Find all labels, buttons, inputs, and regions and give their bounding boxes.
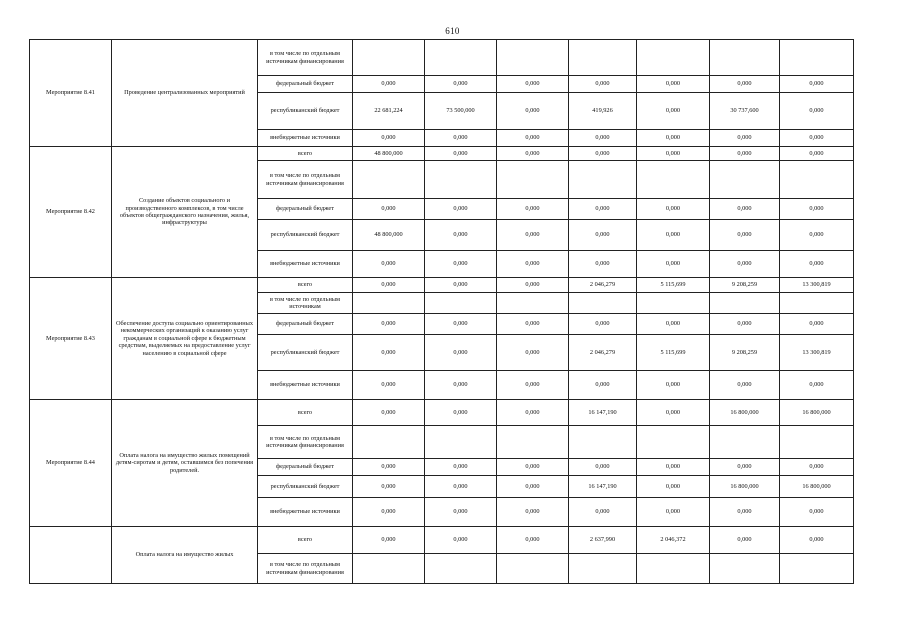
funding-source: в том числе по отдельным источникам финансирования: [258, 161, 353, 199]
value-cell: [497, 426, 569, 459]
value-cell: 0,000: [353, 76, 425, 93]
value-cell: 0,000: [353, 130, 425, 147]
table-row: [30, 400, 854, 426]
value-cell: 0,000: [497, 147, 569, 161]
value-cell: 0,000: [425, 371, 497, 400]
value-cell: 0,000: [353, 527, 425, 554]
value-cell: 0,000: [497, 220, 569, 251]
table-row: [30, 40, 854, 76]
value-cell: [710, 293, 780, 314]
value-cell: [353, 554, 425, 584]
value-cell: 0,000: [497, 93, 569, 130]
value-cell: 0,000: [497, 314, 569, 335]
value-cell: 0,000: [637, 76, 710, 93]
value-cell: 0,000: [425, 199, 497, 220]
funding-source: внебюджетные источники: [258, 251, 353, 278]
value-cell: 16 800,000: [710, 400, 780, 426]
measure-description: Создание объектов социального и производственного комплексов, в том числе объектов общегражданского назначения, жилья, инфраструктуры: [112, 147, 258, 278]
value-cell: 2 637,990: [569, 527, 637, 554]
value-cell: [710, 161, 780, 199]
funding-source: в том числе по отдельным источникам финансирования: [258, 426, 353, 459]
value-cell: 0,000: [569, 147, 637, 161]
funding-source: федеральный бюджет: [258, 76, 353, 93]
value-cell: 9 208,259: [710, 278, 780, 293]
value-cell: 0,000: [780, 498, 854, 527]
value-cell: 0,000: [353, 371, 425, 400]
value-cell: 0,000: [637, 476, 710, 498]
value-cell: [425, 293, 497, 314]
value-cell: 0,000: [353, 459, 425, 476]
value-cell: 0,000: [425, 147, 497, 161]
value-cell: 0,000: [497, 130, 569, 147]
page-number: 610: [445, 26, 460, 36]
value-cell: 2 046,279: [569, 278, 637, 293]
value-cell: 0,000: [710, 147, 780, 161]
value-cell: 0,000: [497, 476, 569, 498]
value-cell: 0,000: [425, 251, 497, 278]
value-cell: 16 800,000: [710, 476, 780, 498]
value-cell: 0,000: [569, 130, 637, 147]
table-row: [30, 527, 854, 554]
value-cell: 0,000: [780, 314, 854, 335]
value-cell: 0,000: [353, 476, 425, 498]
value-cell: 0,000: [425, 476, 497, 498]
funding-source: всего: [258, 527, 353, 554]
measure-name: Мероприятие 8.44: [30, 400, 112, 527]
value-cell: 30 737,600: [710, 93, 780, 130]
value-cell: [637, 426, 710, 459]
value-cell: [353, 161, 425, 199]
value-cell: 0,000: [497, 459, 569, 476]
funding-source: внебюджетные источники: [258, 371, 353, 400]
value-cell: 0,000: [637, 371, 710, 400]
value-cell: [425, 40, 497, 76]
value-cell: [425, 161, 497, 199]
value-cell: 0,000: [637, 199, 710, 220]
funding-source: в том числе по отдельным источникам финансирования: [258, 554, 353, 584]
value-cell: [353, 293, 425, 314]
value-cell: 0,000: [425, 335, 497, 371]
measure-description: Оплата налога на имущество жилых помещений детям-сиротам и детям, оставшимся без попечения родителей.: [112, 400, 258, 527]
value-cell: [353, 40, 425, 76]
value-cell: 0,000: [497, 371, 569, 400]
value-cell: 16 800,000: [780, 400, 854, 426]
value-cell: [425, 426, 497, 459]
value-cell: 0,000: [780, 527, 854, 554]
page-bottom-cut: [0, 598, 905, 640]
value-cell: 0,000: [425, 400, 497, 426]
value-cell: 0,000: [497, 76, 569, 93]
value-cell: [780, 161, 854, 199]
value-cell: 0,000: [637, 459, 710, 476]
value-cell: 0,000: [780, 459, 854, 476]
value-cell: 0,000: [710, 76, 780, 93]
funding-source: всего: [258, 278, 353, 293]
value-cell: 0,000: [710, 371, 780, 400]
value-cell: 0,000: [710, 251, 780, 278]
value-cell: [637, 161, 710, 199]
value-cell: 0,000: [637, 314, 710, 335]
value-cell: [497, 554, 569, 584]
value-cell: 0,000: [497, 251, 569, 278]
value-cell: 2 046,372: [637, 527, 710, 554]
value-cell: 0,000: [569, 459, 637, 476]
funding-source: республиканский бюджет: [258, 476, 353, 498]
value-cell: 16 147,190: [569, 476, 637, 498]
value-cell: 0,000: [637, 147, 710, 161]
value-cell: 0,000: [780, 130, 854, 147]
funding-source: федеральный бюджет: [258, 459, 353, 476]
value-cell: 0,000: [353, 498, 425, 527]
value-cell: [497, 161, 569, 199]
value-cell: 0,000: [353, 400, 425, 426]
value-cell: 0,000: [780, 220, 854, 251]
value-cell: 0,000: [637, 400, 710, 426]
financing-table: [29, 39, 854, 584]
value-cell: 0,000: [780, 93, 854, 130]
value-cell: [497, 40, 569, 76]
value-cell: 0,000: [710, 459, 780, 476]
measure-name: Мероприятие 8.41: [30, 40, 112, 147]
value-cell: 0,000: [497, 335, 569, 371]
value-cell: 0,000: [497, 498, 569, 527]
value-cell: 16 800,000: [780, 476, 854, 498]
value-cell: 0,000: [569, 498, 637, 527]
funding-source: в том числе по отдельным источникам финансирования: [258, 40, 353, 76]
value-cell: 0,000: [780, 199, 854, 220]
value-cell: 22 681,224: [353, 93, 425, 130]
value-cell: 48 800,000: [353, 147, 425, 161]
value-cell: 2 046,279: [569, 335, 637, 371]
value-cell: [569, 426, 637, 459]
funding-source: республиканский бюджет: [258, 220, 353, 251]
value-cell: 5 115,699: [637, 278, 710, 293]
value-cell: 0,000: [353, 251, 425, 278]
value-cell: 0,000: [710, 314, 780, 335]
value-cell: 0,000: [425, 498, 497, 527]
value-cell: [710, 554, 780, 584]
value-cell: 0,000: [425, 314, 497, 335]
value-cell: [497, 293, 569, 314]
value-cell: 0,000: [780, 147, 854, 161]
value-cell: 0,000: [710, 130, 780, 147]
value-cell: 0,000: [497, 400, 569, 426]
funding-source: всего: [258, 400, 353, 426]
measure-description: Оплата налога на имущество жилых: [112, 527, 258, 584]
measure-name: Мероприятие 8.43: [30, 278, 112, 400]
value-cell: 13 300,819: [780, 335, 854, 371]
value-cell: 0,000: [637, 93, 710, 130]
measure-description: Обеспечение доступа социально ориентированных некоммерческих организаций к оказанию услуг гражданам в социальной сфере к бюджетным средствам, выделяемых на предоставление услуг населению в социальной сфере: [112, 278, 258, 400]
value-cell: [637, 40, 710, 76]
value-cell: 0,000: [710, 498, 780, 527]
value-cell: [637, 293, 710, 314]
value-cell: 0,000: [497, 199, 569, 220]
value-cell: 0,000: [353, 335, 425, 371]
value-cell: 0,000: [353, 278, 425, 293]
value-cell: 0,000: [710, 199, 780, 220]
value-cell: 0,000: [780, 251, 854, 278]
value-cell: 0,000: [425, 220, 497, 251]
value-cell: [569, 293, 637, 314]
value-cell: 0,000: [569, 220, 637, 251]
value-cell: 0,000: [425, 130, 497, 147]
measure-description: Проведение централизованных мероприятий: [112, 40, 258, 147]
value-cell: 419,926: [569, 93, 637, 130]
value-cell: [710, 40, 780, 76]
value-cell: [637, 554, 710, 584]
funding-source: в том числе по отдельным источникам: [258, 293, 353, 314]
value-cell: 0,000: [637, 498, 710, 527]
value-cell: 0,000: [780, 76, 854, 93]
value-cell: 0,000: [353, 199, 425, 220]
value-cell: 16 147,190: [569, 400, 637, 426]
value-cell: 0,000: [569, 314, 637, 335]
value-cell: 0,000: [569, 199, 637, 220]
value-cell: 0,000: [710, 220, 780, 251]
value-cell: 0,000: [637, 220, 710, 251]
value-cell: [710, 426, 780, 459]
funding-source: республиканский бюджет: [258, 93, 353, 130]
value-cell: 0,000: [353, 314, 425, 335]
value-cell: 0,000: [569, 76, 637, 93]
value-cell: [569, 161, 637, 199]
value-cell: [353, 426, 425, 459]
funding-source: федеральный бюджет: [258, 199, 353, 220]
value-cell: [780, 40, 854, 76]
funding-source: республиканский бюджет: [258, 335, 353, 371]
value-cell: [780, 293, 854, 314]
value-cell: 0,000: [497, 527, 569, 554]
funding-source: внебюджетные источники: [258, 498, 353, 527]
funding-source: федеральный бюджет: [258, 314, 353, 335]
value-cell: 0,000: [425, 278, 497, 293]
value-cell: 0,000: [637, 130, 710, 147]
value-cell: 0,000: [425, 527, 497, 554]
value-cell: 13 300,819: [780, 278, 854, 293]
value-cell: [569, 554, 637, 584]
value-cell: 48 800,000: [353, 220, 425, 251]
value-cell: [569, 40, 637, 76]
value-cell: 0,000: [425, 76, 497, 93]
measure-name: [30, 527, 112, 584]
value-cell: 0,000: [637, 251, 710, 278]
value-cell: [780, 426, 854, 459]
table-row: [30, 278, 854, 293]
value-cell: 9 208,259: [710, 335, 780, 371]
value-cell: 0,000: [425, 459, 497, 476]
value-cell: 0,000: [780, 371, 854, 400]
value-cell: 0,000: [569, 251, 637, 278]
value-cell: [780, 554, 854, 584]
value-cell: 0,000: [497, 278, 569, 293]
value-cell: 5 115,699: [637, 335, 710, 371]
measure-name: Мероприятие 8.42: [30, 147, 112, 278]
value-cell: 0,000: [710, 527, 780, 554]
table-row: [30, 147, 854, 161]
funding-source: всего: [258, 147, 353, 161]
value-cell: [425, 554, 497, 584]
value-cell: 0,000: [569, 371, 637, 400]
value-cell: 73 500,000: [425, 93, 497, 130]
funding-source: внебюджетные источники: [258, 130, 353, 147]
